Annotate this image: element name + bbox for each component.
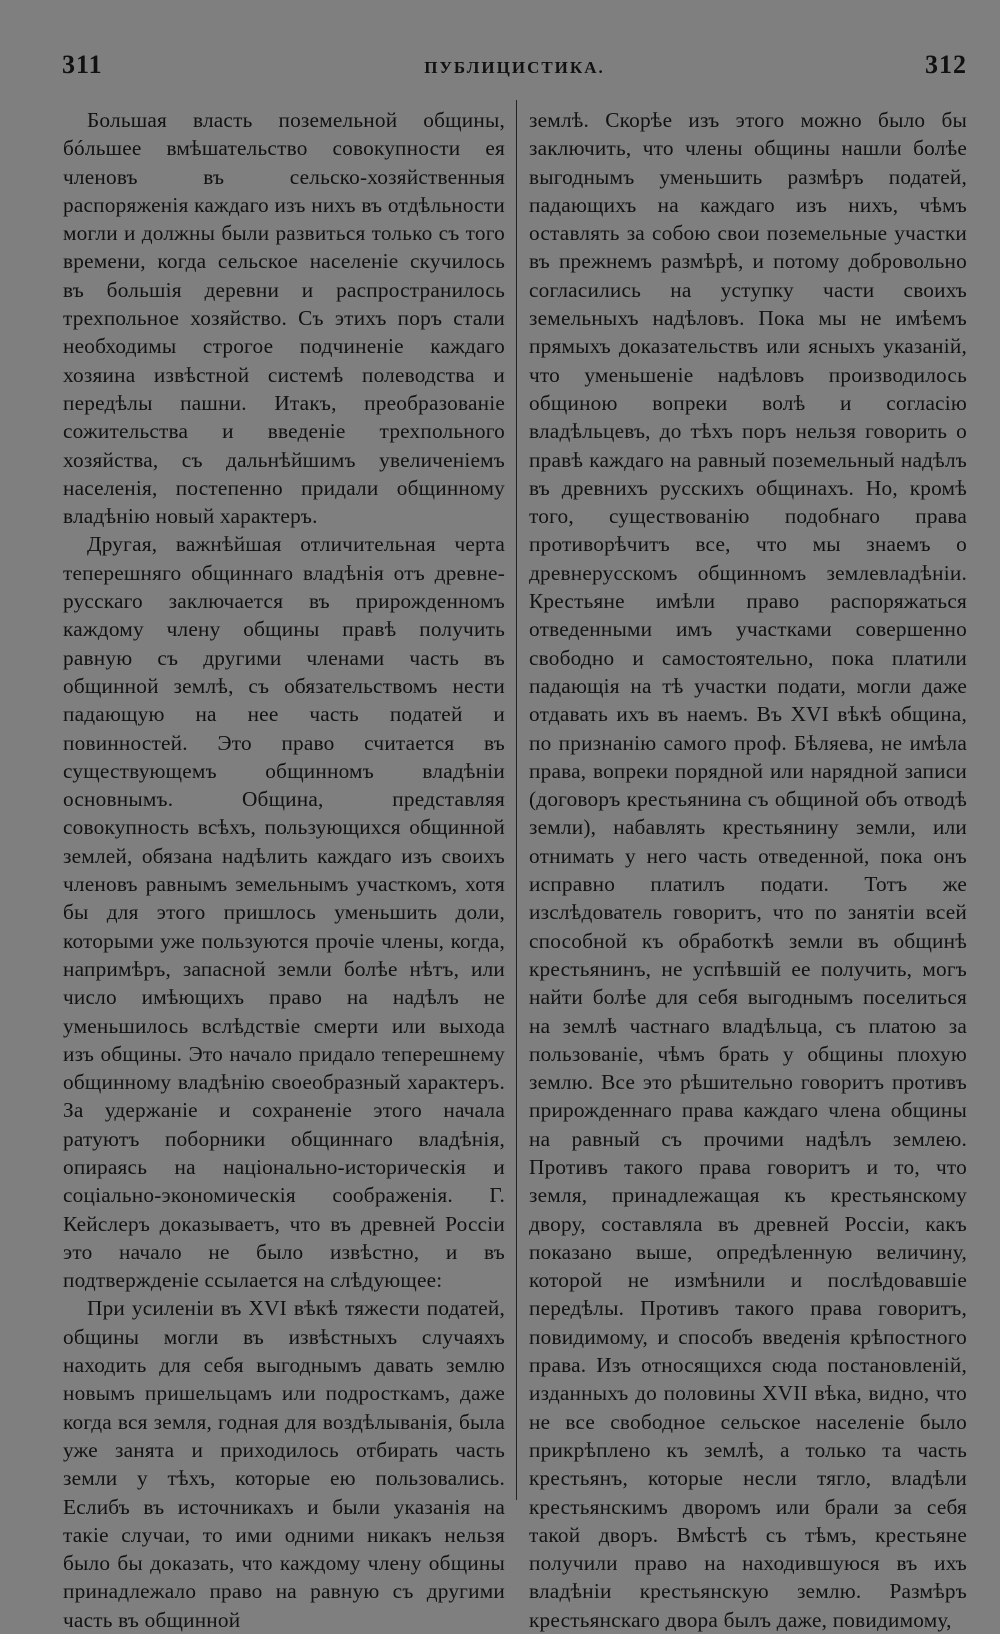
page-header (62, 50, 967, 90)
right-column (529, 106, 967, 1632)
right-paragraph-1: землѣ. Скорѣе изъ этого можно было бы заключить, что члены общины нашли болѣе выгоднымъ уменьшить размѣръ податей, падающихъ на каждаго изъ нихъ, чѣмъ оставлять за собою свои поземельные участки въ прежнемъ размѣрѣ, и потому добровольно согласились на уступку части своихъ земельныхъ надѣловъ. Пока мы не имѣемъ прямыхъ доказательствъ или ясныхъ указаній, что уменьшеніе надѣловъ производилось общиною вопреки волѣ и согласію владѣльцевъ, до тѣхъ поръ нельзя говорить о правѣ каждаго на равный поземельный надѣлъ въ древнихъ русскихъ общинахъ. Но, кромѣ того, существованію подобнаго права противорѣчитъ все, что мы знаемъ о древнерусскомъ общинномъ землевладѣніи. Крестьяне имѣли право распоряжаться отведенными имъ участками совершенно свободно и самостоятельно, пока платили падающія на тѣ участки подати, могли даже отдавать ихъ въ наемъ. Въ XVI вѣкѣ община, по признанію самого проф. Бѣляева, не имѣла права, вопреки порядной или нарядной записи (договоръ крестьянина съ общиной объ отводѣ земли), набавлять крестьянину земли, или отнимать у него часть отведенной, пока онъ исправно платилъ подати. Тотъ же изслѣдователь говоритъ, что по занятіи всей способной къ обработкѣ земли въ общинѣ крестьянинъ, не успѣвшій ее получить, могъ найти болѣе для себя выгоднымъ поселиться на землѣ частнаго владѣльца, съ платою за пользованіе, чѣмъ брать у общины плохую землю. Все это рѣшительно говоритъ противъ прирожденнаго права каждаго члена общины на равный съ прочими надѣлъ землею. Противъ такого права говоритъ и то, что земля, принадлежащая къ крестьянскому двору, составляла въ древней Россіи, какъ показано выше, опредѣленную величину, которой не измѣнили и послѣдовавшіе передѣлы. Противъ такого права говоритъ, повидимому, и способъ введенія крѣпостного права. Изъ относящихся сюда постановленій, изданныхъ до половины XVII вѣка, видно, что не все свободное сельское населеніе было прикрѣплено къ землѣ, а только та часть крестьянъ, которые несли тягло, владѣли крестьянскимъ дворомъ или брали за себя такой дворъ. Вмѣстѣ съ тѣмъ, крестьяне получили право на находившуюся въ ихъ владѣніи крестьянскую землю. Размѣръ крестьянскаго двора былъ даже, повидимому, (529, 108, 967, 1632)
column-divider (516, 100, 517, 1500)
running-title: ПУБЛИЦИСТИКА. (424, 58, 605, 77)
left-paragraph-3: При усиленіи въ XVI вѣкѣ тяжести податей, общины могли въ извѣстныхъ случаяхъ находить для себя выгоднымъ давать землю новымъ пришельцамъ или подросткамъ, даже когда вся земля, годная для воздѣлыванія, была уже занята и приходилось отбирать часть земли у тѣхъ, которые ею пользовались. Еслибъ въ источникахъ и были указанія на такіе случаи, то ими одними никакъ нельзя было бы доказать, что каждому члену общины принадлежало право на равную съ другими часть въ общинной (63, 1296, 505, 1632)
left-paragraph-1: Большая власть поземельной общины, бóльшее вмѣшательство совокупности ея членовъ въ сельско-хозяйственныя распоряженія каждаго изъ нихъ въ отдѣльности могли и должны были развиться только съ того времени, когда сельское населеніе скучилось въ большія деревни и распространилось трехпольное хозяйство. Съ этихъ поръ стали необходимы строгое подчиненіе каждаго хозяина извѣстной системѣ полеводства и передѣлы пашни. Итакъ, преобразованіе сожительства и введеніе трехпольного хозяйства, съ дальнѣйшимъ увеличеніемъ населенія, постепенно придали общинному владѣнію новый характеръ. (63, 108, 505, 529)
left-column (63, 106, 505, 1632)
left-paragraph-2: Другая, важнѣйшая отличительная черта теперешняго общиннаго владѣнія отъ древне-русскаго заключается въ прирожденномъ каждому члену общины правѣ получить равную съ другими членами часть въ общинной землѣ, съ обязательствомъ нести падающую на нее часть податей и повинностей. Это право считается въ существующемъ общинномъ владѣніи основнымъ. Община, представляя совокупность всѣхъ, пользующихся общинной землей, обязана надѣлить каждаго изъ своихъ членовъ равнымъ земельнымъ участкомъ, хотя бы для этого пришлось уменьшить доли, которыми уже пользуются прочіе члены, когда, напримѣръ, запасной земли болѣе нѣтъ, или число имѣющихъ право на надѣлъ не уменьшилось вслѣдствіе смерти или выхода изъ общины. Это начало придало теперешнему общинному владѣнію своеобразный характеръ. За удержаніе и сохраненіе этого начала ратуютъ поборники общиннаго владѣнія, опираясь на національно-историческія и соціально-экономическія соображенія. Г. Кейслеръ доказываетъ, что въ древней Россіи это начало не было извѣстно, и въ подтвержденіе ссылается на слѣдующее: (63, 532, 505, 1293)
right-page-number: 312 (925, 50, 967, 79)
left-page-number: 311 (62, 50, 103, 79)
